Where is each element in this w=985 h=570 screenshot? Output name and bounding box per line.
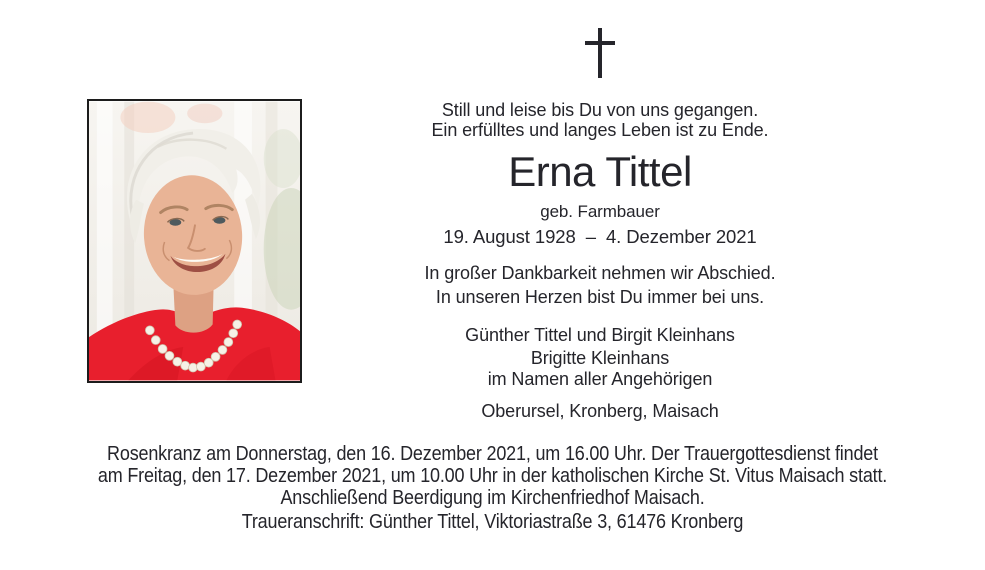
- service-info-line2: am Freitag, den 17. Dezember 2021, um 10.00 Uhr in der katholischen Kirche St. Vitus Maisach statt.: [97, 465, 888, 487]
- deceased-name: Erna Tittel: [508, 148, 692, 195]
- mourners-line2: Brigitte Kleinhans: [530, 348, 670, 368]
- service-info-line3: Anschließend Beerdigung im Kirchenfriedhof Maisach.: [280, 487, 705, 509]
- cross-horizontal-bar: [585, 41, 615, 45]
- service-info-line1: Rosenkranz am Donnerstag, den 16. Dezember 2021, um 16.00 Uhr. Der Trauergottesdienst findet: [107, 443, 878, 465]
- maiden-name: geb. Farmbauer: [540, 202, 660, 221]
- places-line: Oberursel, Kronberg, Maisach: [481, 401, 719, 421]
- cross-vertical-bar: [598, 28, 602, 78]
- opening-verse-line2: Ein erfülltes und langes Leben ist zu Ende.: [431, 120, 769, 140]
- life-dates: 19. August 1928 – 4. Dezember 2021: [443, 226, 757, 247]
- opening-verse-line1: Still und leise bis Du von uns gegangen.: [441, 100, 759, 120]
- cross-icon: [584, 28, 616, 80]
- mourners-line3: im Namen aller Angehörigen: [487, 369, 713, 389]
- service-info-line4: Traueranschrift: Günther Tittel, Viktoriastraße 3, 61476 Kronberg: [241, 511, 744, 533]
- tribute-line1: In großer Dankbarkeit nehmen wir Abschied.: [424, 263, 776, 283]
- mourners-line1: Günther Tittel und Birgit Kleinhans: [465, 325, 735, 345]
- tribute-line2: In unseren Herzen bist Du immer bei uns.: [435, 287, 765, 307]
